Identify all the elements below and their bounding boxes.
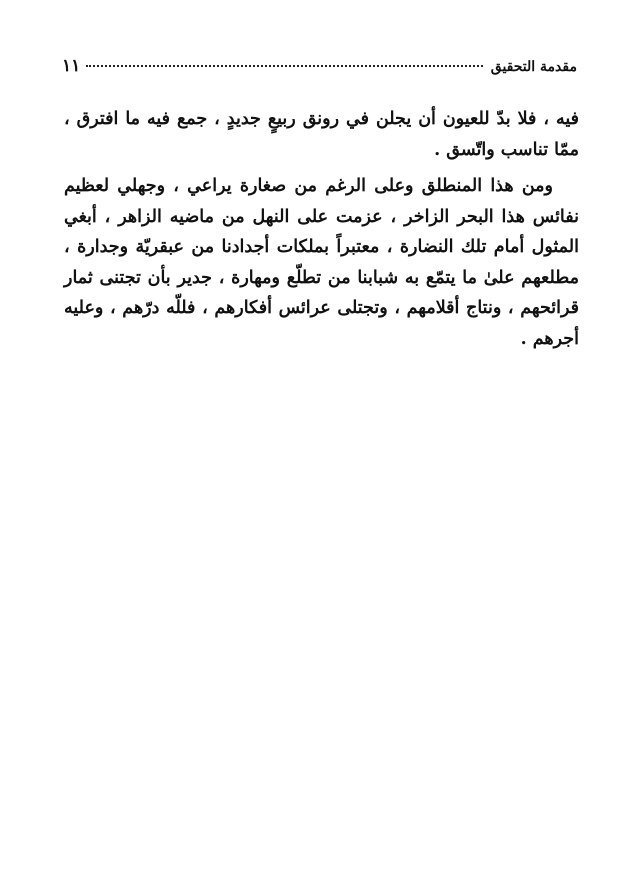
paragraph-continuation: فيه ، فلا بدّ للعيون أن يجلن في رونق ربيعٍ جديدٍ ، جمع فيه ما افترق ، ممّا تناسب واتّسق .	[64, 109, 579, 160]
paragraph: ومن هذا المنطلق وعلى الرغم من صغارة يراعي ، وجهلي لعظيم نفائس هذا البحر الزاخر ، عزمت على النهل من ماضيه الزاهر ، أبغي المثول أمام تلك النضارة ، معتبراً بملكات أجدادنا من عبقريّة وجدارة ، مطلعهم علىٰ ما يتمّع به شبابنا من تطلّع ومهارة ، جدير بأن تجتنى ثمار قرائحهم ، ونتاج أقلامهم ، وتجتلى عرائس أفكارهم ، فللّه درّهم ، وعليه أجرهم .	[64, 176, 579, 349]
header-title: مقدمة التحقيق	[490, 59, 577, 75]
dot-leader	[86, 65, 483, 67]
page-number: ١١	[62, 56, 81, 76]
running-header	[62, 56, 577, 86]
body-text	[64, 104, 579, 360]
